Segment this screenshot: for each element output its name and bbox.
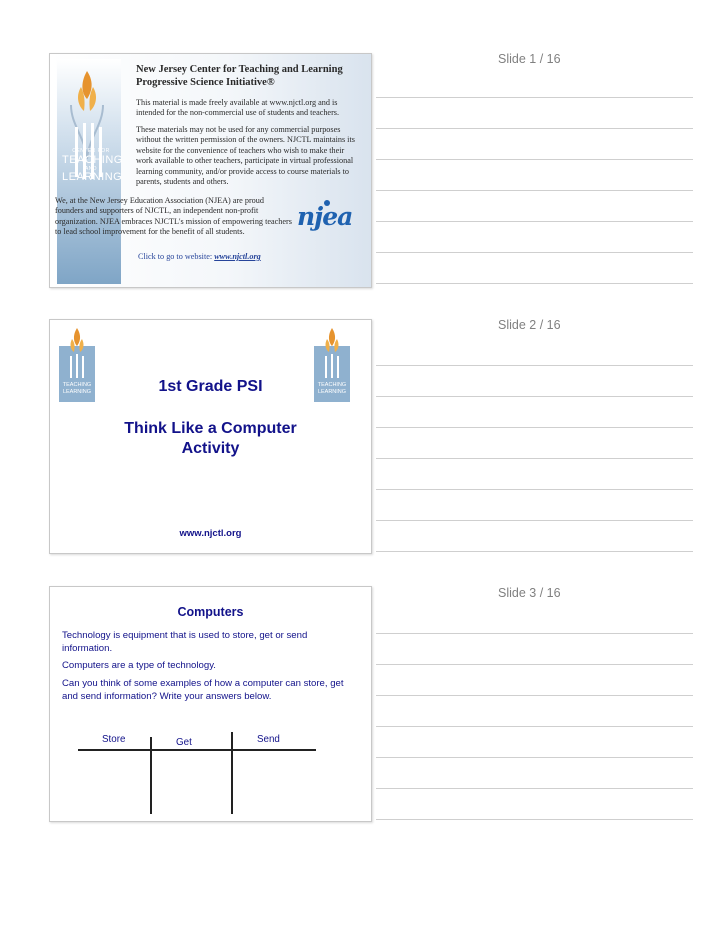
website-link-line[interactable] xyxy=(138,252,261,261)
logo-text-teaching: TEACHING xyxy=(62,382,92,388)
njea-logo xyxy=(293,199,353,233)
slide-2-label: Slide 2 / 16 xyxy=(498,318,561,332)
note-line xyxy=(376,788,693,789)
note-line xyxy=(376,283,693,284)
slide-3-para-2: Computers are a type of technology. xyxy=(62,660,216,671)
psi-subtitle: Progressive Science Initiative® xyxy=(136,77,275,88)
slide-3-thumbnail[interactable] xyxy=(49,586,372,822)
slide-1-label: Slide 1 / 16 xyxy=(498,52,561,66)
note-line xyxy=(376,726,693,727)
note-line xyxy=(376,365,693,366)
note-line xyxy=(376,396,693,397)
slide-2-url: www.njctl.org xyxy=(179,528,242,539)
website-link-prefix: Click to go to website: xyxy=(138,252,215,261)
chart-vertical-rule-left xyxy=(150,737,152,814)
column-header-get: Get xyxy=(176,737,192,748)
slide-1-thumbnail[interactable] xyxy=(49,53,372,288)
slide-1-title xyxy=(136,63,366,89)
note-line xyxy=(376,551,693,552)
note-line xyxy=(376,489,693,490)
note-line xyxy=(376,159,693,160)
slide-3-label: Slide 3 / 16 xyxy=(498,586,561,600)
note-line xyxy=(376,520,693,521)
chart-vertical-rule-right xyxy=(231,732,233,814)
note-line xyxy=(376,221,693,222)
logo-text-learning: LEARNING xyxy=(62,389,92,395)
note-line xyxy=(376,458,693,459)
note-line xyxy=(376,427,693,428)
column-header-send: Send xyxy=(257,734,280,745)
column-header-store: Store xyxy=(102,734,126,745)
njea-wordmark: njea xyxy=(297,202,353,231)
slide-2-thumbnail[interactable] xyxy=(49,319,372,554)
njctl-title: New Jersey Center for Teaching and Learning xyxy=(136,64,343,75)
note-line xyxy=(376,252,693,253)
note-line xyxy=(376,695,693,696)
website-link[interactable]: www.njctl.org xyxy=(214,252,261,261)
logo-text-center-for: CENTER FOR xyxy=(72,148,110,154)
slide-1-para-3: We, at the New Jersey Education Association (NJEA) are proud founders and supporters of NJCTL, an independent non-profit organization. NJEA embraces NJCTL's mission of empowering teachers to lead school improvement for the benefit of all students. xyxy=(55,196,292,237)
logo-text-teaching: TEACHING xyxy=(62,154,123,166)
note-line xyxy=(376,664,693,665)
slide-2-subtitle-line-2: Activity xyxy=(181,440,240,457)
note-line xyxy=(376,190,693,191)
note-line xyxy=(376,819,693,820)
slide-3-para-1: Technology is equipment that is used to store, get or send information. xyxy=(62,630,308,654)
logo-text-and: AND xyxy=(84,166,98,172)
slide-2-title: 1st Grade PSI xyxy=(158,378,263,395)
slide-1-para-1: This material is made freely available at www.njctl.org and is intended for the non-commercial use of students and teachers. xyxy=(136,98,340,118)
chart-horizontal-rule xyxy=(78,749,316,751)
logo-text-learning: LEARNING xyxy=(62,171,123,183)
logo-text-teaching: TEACHING xyxy=(317,382,347,388)
note-line xyxy=(376,128,693,129)
note-line xyxy=(376,633,693,634)
slide-2-subtitle-line-1: Think Like a Computer xyxy=(124,420,297,437)
slide-1-para-2: These materials may not be used for any commercial purposes without the written permission of the owners. NJCTL maintains its website for the convenience of teachers who wish to make their work available to other teachers, participate in virtual professional learning community, and/or provide access to course materials to parents, students and others. xyxy=(136,125,355,187)
slide-3-heading: Computers xyxy=(177,605,244,619)
logo-text-learning: LEARNING xyxy=(317,389,347,395)
slide-3-para-3: Can you think of some examples of how a computer can store, get and send information? Write your answers below. xyxy=(62,678,344,702)
note-line xyxy=(376,757,693,758)
note-line xyxy=(376,97,693,98)
